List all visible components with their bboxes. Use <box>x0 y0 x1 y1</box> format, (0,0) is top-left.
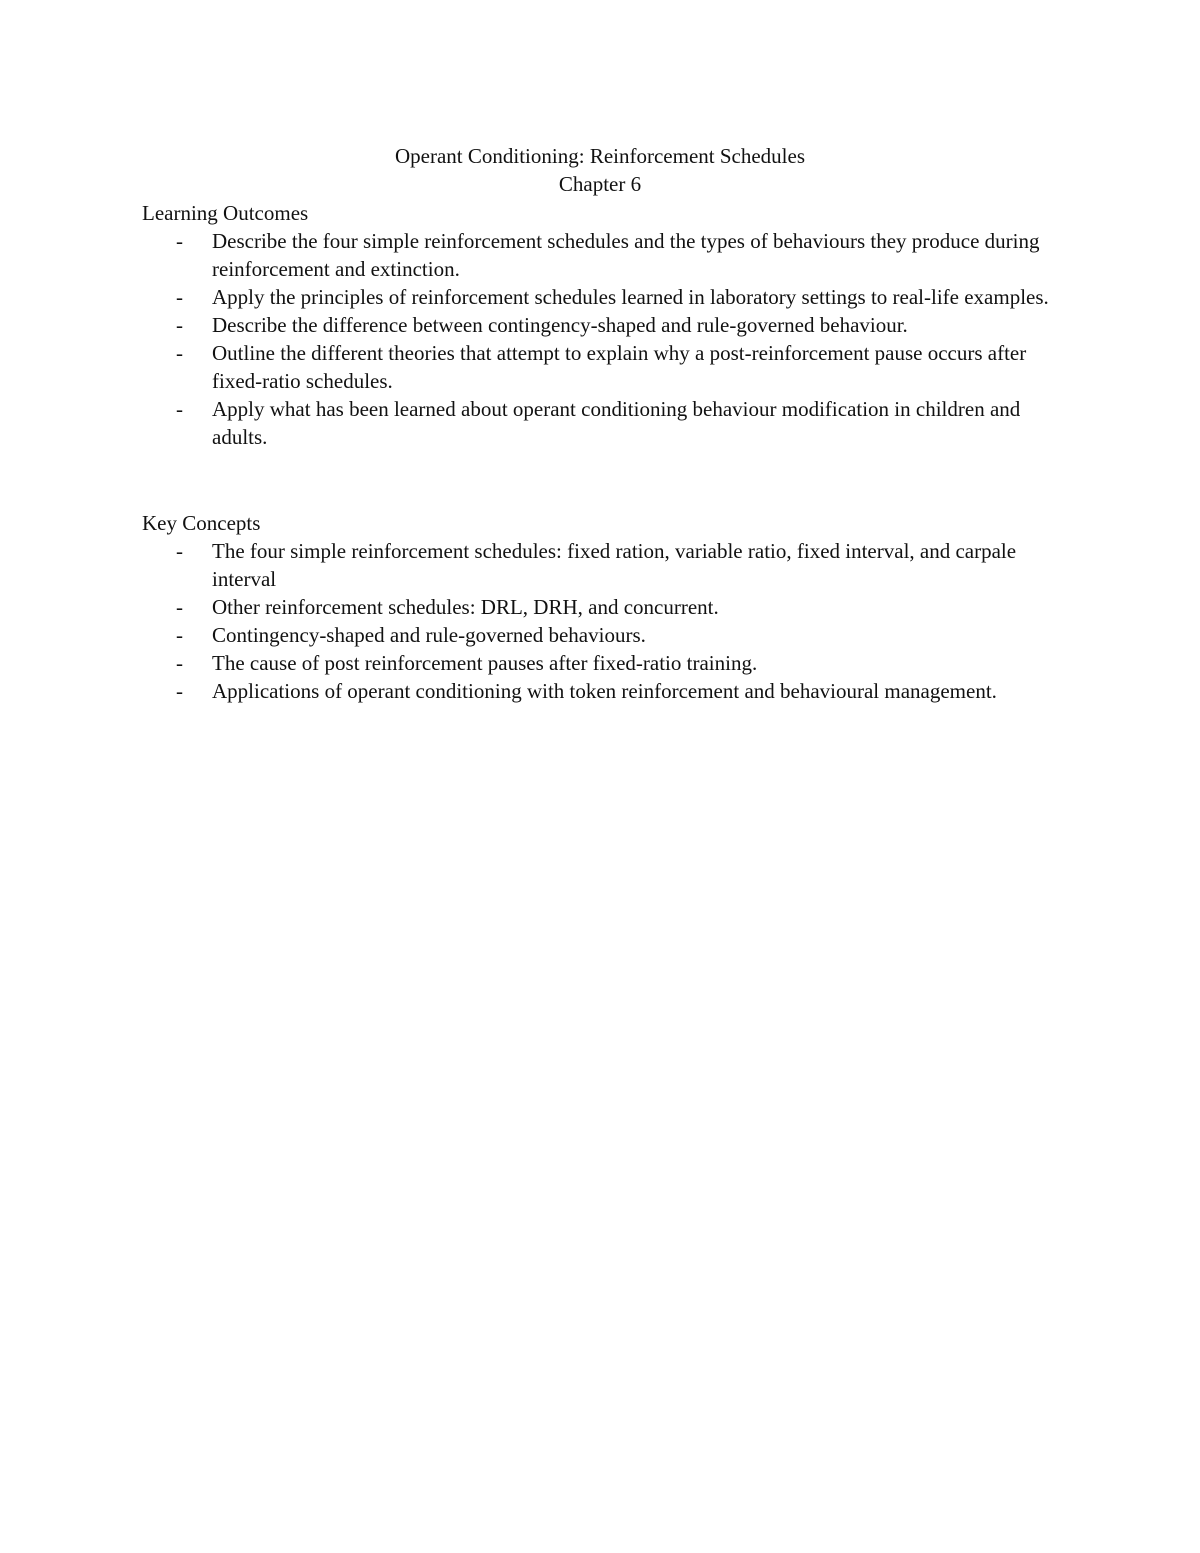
bullet-dash: - <box>176 397 183 421</box>
list-item <box>142 311 1052 339</box>
learning-outcomes-list <box>142 227 1062 451</box>
key-concepts-heading: Key Concepts <box>142 511 261 535</box>
bullet-dash: - <box>176 341 183 365</box>
list-item <box>142 339 1052 395</box>
key-concepts-list <box>142 537 1062 705</box>
bullet-dash: - <box>176 313 183 337</box>
chapter-label: Chapter 6 <box>558 172 642 196</box>
list-item <box>142 537 1052 593</box>
list-item-text: Contingency-shaped and rule-governed behaviours. <box>212 623 646 647</box>
list-item-text: Outline the different theories that attempt to explain why a post-reinforcement pause occurs after fixed-ratio schedules. <box>212 341 1027 393</box>
bullet-dash: - <box>176 229 183 253</box>
list-item-text: Describe the difference between contingency-shaped and rule-governed behaviour. <box>212 313 908 337</box>
bullet-dash: - <box>176 595 183 619</box>
list-item-text: Applications of operant conditioning with token reinforcement and behavioural management. <box>212 679 997 703</box>
list-item <box>142 283 1052 311</box>
list-item <box>142 593 1052 621</box>
list-item-text: The four simple reinforcement schedules: fixed ration, variable ratio, fixed interval, and carpale interval <box>212 539 1017 591</box>
bullet-dash: - <box>176 679 183 703</box>
list-item <box>142 621 1052 649</box>
list-item-text: Describe the four simple reinforcement schedules and the types of behaviours they produce during reinforcement and extinction. <box>212 229 1040 281</box>
document-title: Operant Conditioning: Reinforcement Schedules <box>395 144 805 168</box>
list-item <box>142 677 1052 705</box>
list-item <box>142 649 1052 677</box>
list-item <box>142 227 1052 283</box>
learning-outcomes-section <box>142 199 1062 451</box>
list-item-text: The cause of post reinforcement pauses after fixed-ratio training. <box>212 651 758 675</box>
list-item <box>142 395 1052 451</box>
bullet-dash: - <box>176 285 183 309</box>
learning-outcomes-heading: Learning Outcomes <box>142 201 309 225</box>
list-item-text: Other reinforcement schedules: DRL, DRH, and concurrent. <box>212 595 719 619</box>
bullet-dash: - <box>176 651 183 675</box>
bullet-dash: - <box>176 539 183 563</box>
list-item-text: Apply what has been learned about operant conditioning behaviour modification in children and adults. <box>212 397 1021 449</box>
list-item-text: Apply the principles of reinforcement schedules learned in laboratory settings to real-life examples. <box>212 285 1049 309</box>
bullet-dash: - <box>176 623 183 647</box>
key-concepts-section <box>142 509 1062 705</box>
